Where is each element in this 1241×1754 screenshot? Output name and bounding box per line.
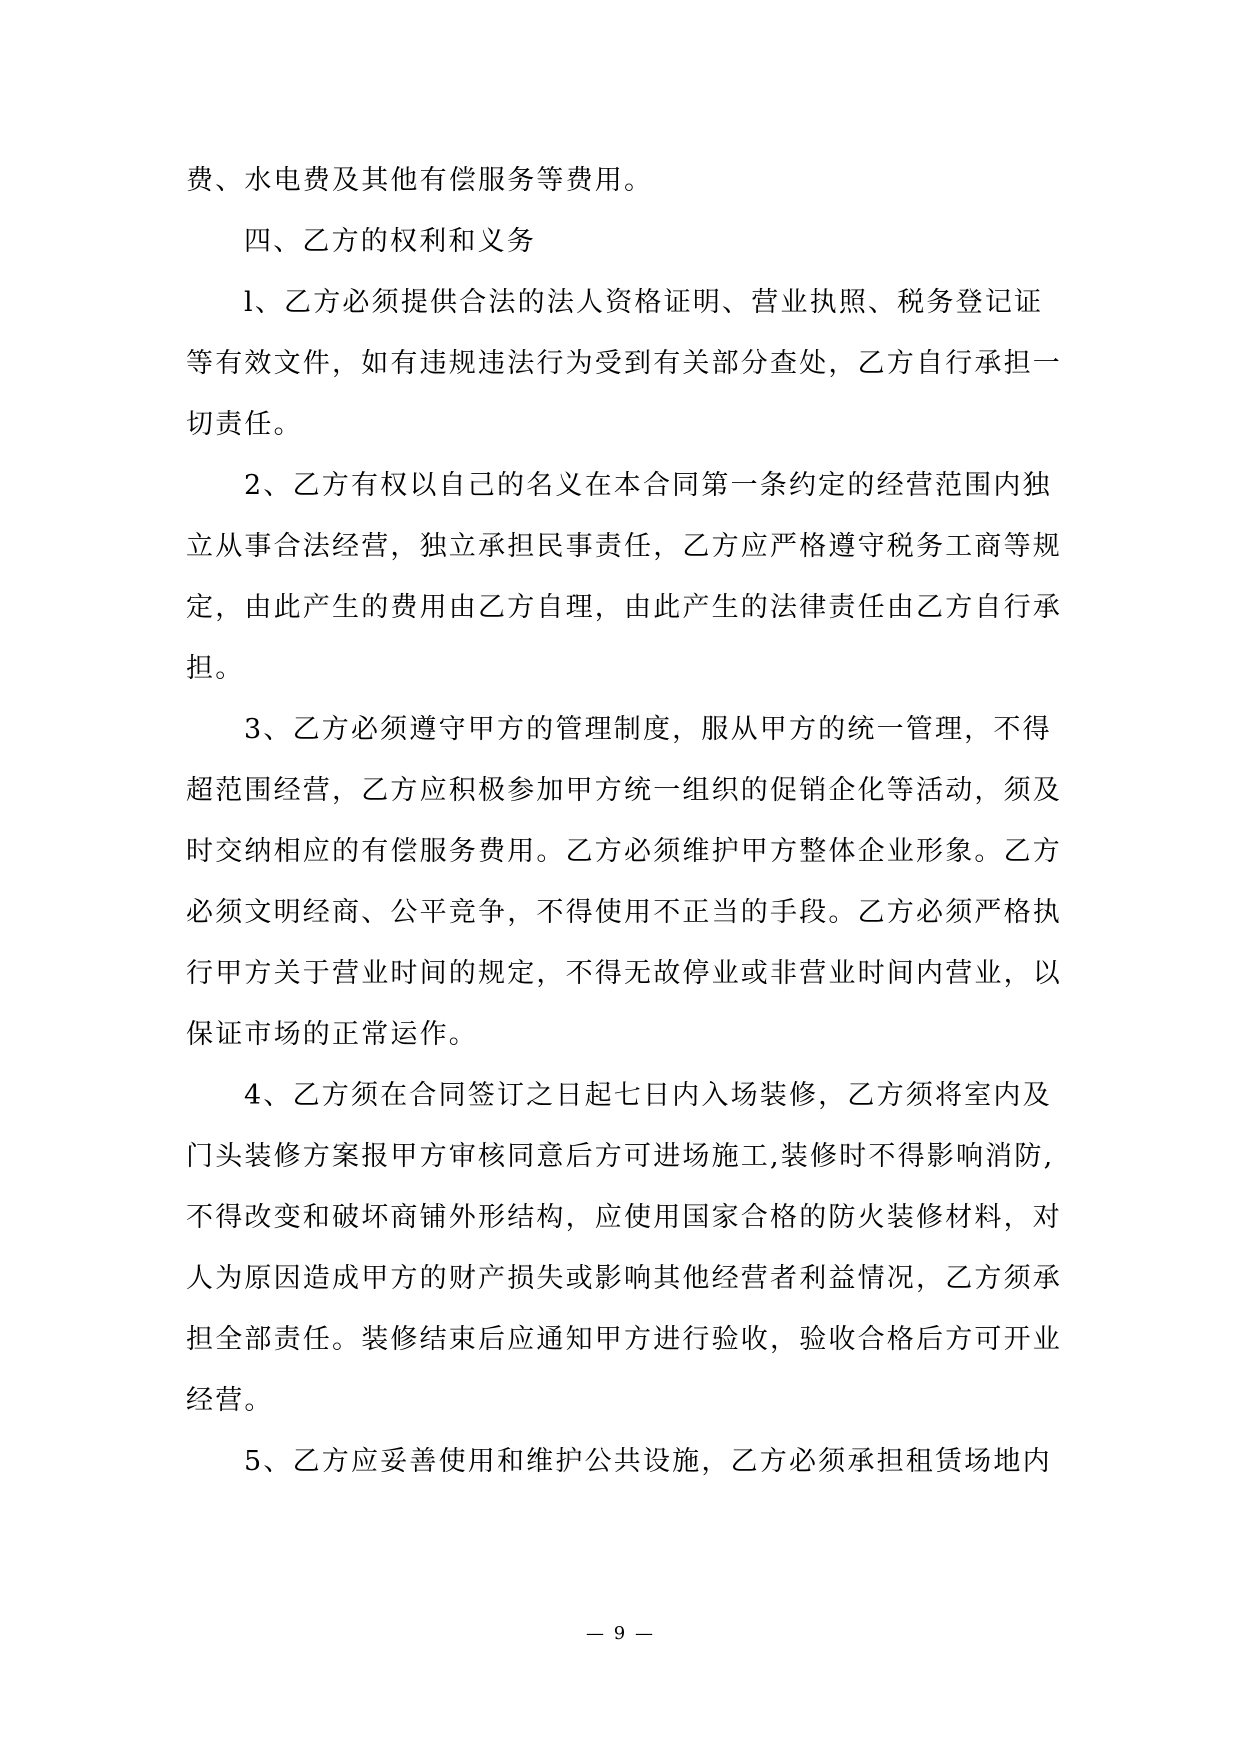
text-line: 5、乙方应妥善使用和维护公共设施，乙方必须承担租赁场地内 — [244, 1446, 1052, 1477]
text-line: 经营。 — [186, 1385, 274, 1416]
text-line: 立从事合法经营，独立承担民事责任，乙方应严格遵守税务工商等规 — [186, 531, 1062, 562]
text-line: 人为原因造成甲方的财产损失或影响其他经营者利益情况，乙方须承 — [186, 1263, 1062, 1294]
text-line: 4、乙方须在合同签订之日起七日内入场装修，乙方须将室内及 — [244, 1080, 1052, 1111]
text-line: 切责任。 — [186, 409, 303, 440]
text-line: 等有效文件，如有违规违法行为受到有关部分查处，乙方自行承担一 — [186, 348, 1062, 379]
section-heading: 四、乙方的权利和义务 — [244, 226, 536, 257]
text-line: 定，由此产生的费用由乙方自理，由此产生的法律责任由乙方自行承 — [186, 592, 1062, 623]
text-line: 门头装修方案报甲方审核同意后方可进场施工,装修时不得影响消防, — [186, 1141, 1055, 1172]
text-line: 担全部责任。装修结束后应通知甲方进行验收，验收合格后方可开业 — [186, 1324, 1062, 1355]
document-body — [186, 150, 1062, 1492]
text-line: 费、水电费及其他有偿服务等费用。 — [186, 165, 654, 196]
text-line: 2、乙方有权以自己的名义在本合同第一条约定的经营范围内独 — [244, 470, 1052, 501]
text-line: 3、乙方必须遵守甲方的管理制度，服从甲方的统一管理，不得 — [244, 714, 1052, 745]
text-line: 必须文明经商、公平竞争，不得使用不正当的手段。乙方必须严格执 — [186, 897, 1062, 928]
text-line: 超范围经营，乙方应积极参加甲方统一组织的促销企化等活动，须及 — [186, 775, 1062, 806]
page-number: — 9 — — [586, 1623, 655, 1644]
text-line: 时交纳相应的有偿服务费用。乙方必须维护甲方整体企业形象。乙方 — [186, 836, 1062, 867]
text-line: 担。 — [186, 653, 245, 684]
text-line: 行甲方关于营业时间的规定，不得无故停业或非营业时间内营业，以 — [186, 958, 1062, 989]
text-line: 不得改变和破坏商铺外形结构，应使用国家合格的防火装修材料，对 — [186, 1202, 1062, 1233]
text-line: 保证市场的正常运作。 — [186, 1019, 478, 1050]
text-line: l、乙方必须提供合法的法人资格证明、营业执照、税务登记证 — [244, 287, 1044, 318]
